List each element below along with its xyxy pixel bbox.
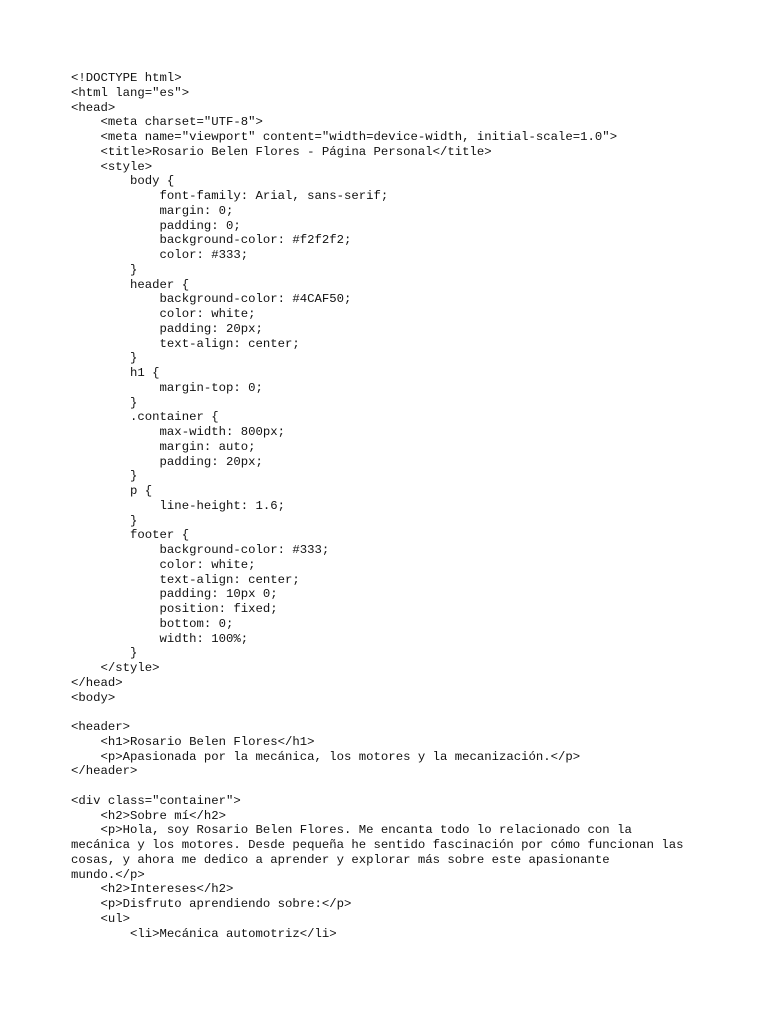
code-line: text-align: center; <box>71 336 300 351</box>
code-line: footer { <box>71 528 190 543</box>
code-line: color: white; <box>71 307 256 321</box>
code-line: } <box>71 395 138 410</box>
code-line: } <box>71 262 138 277</box>
code-line: padding: 20px; <box>71 321 263 336</box>
code-line: color: white; <box>71 557 256 572</box>
code-line <box>71 705 684 720</box>
code-line <box>71 941 684 956</box>
code-line: margin-top: 0; <box>71 380 263 395</box>
code-line: padding: 0; <box>71 218 241 233</box>
code-line: <p>Disfruto aprendiendo sobre:</p> <box>71 897 352 911</box>
code-line: <header> <box>71 720 131 734</box>
code-line: } <box>71 469 138 484</box>
code-line: <h1>Rosario Belen Flores</h1> <box>71 734 315 749</box>
code-line: background-color: #333; <box>71 543 330 557</box>
code-line: width: 100%; <box>71 631 249 646</box>
code-line: } <box>71 513 138 528</box>
code-line: </head> <box>71 675 123 690</box>
code-line <box>71 779 684 794</box>
code-line: margin: auto; <box>71 439 256 454</box>
code-line: mundo.</p> <box>71 867 145 882</box>
code-line: text-align: center; <box>71 572 300 587</box>
code-line: </style> <box>71 661 160 675</box>
code-line: background-color: #f2f2f2; <box>71 233 352 248</box>
code-line: margin: 0; <box>71 203 234 218</box>
code-line: position: fixed; <box>71 602 278 616</box>
code-line: padding: 10px 0; <box>71 587 278 602</box>
code-line: <!DOCTYPE html> <box>71 71 182 85</box>
code-line: <meta name="viewport" content="width=device-width, initial-scale=1.0"> <box>71 130 618 144</box>
code-line: <p>Apasionada por la mecánica, los motores y la mecanización.</p> <box>71 749 581 764</box>
code-line: body { <box>71 174 175 189</box>
code-line: font-family: Arial, sans-serif; <box>71 189 389 203</box>
code-line: line-height: 1.6; <box>71 498 286 513</box>
code-line: <h2>Intereses</h2> <box>71 882 234 897</box>
code-line: cosas, y ahora me dedico a aprender y explorar más sobre este apasionante <box>71 852 610 867</box>
code-line: header { <box>71 277 190 292</box>
code-line: <style> <box>71 159 153 174</box>
code-line: color: #333; <box>71 248 249 262</box>
code-line: max-width: 800px; <box>71 425 286 439</box>
code-line: <meta charset="UTF-8"> <box>71 115 263 130</box>
code-line: <html lang="es"> <box>71 85 190 100</box>
code-line: bottom: 0; <box>71 616 234 631</box>
code-line: <body> <box>71 690 116 705</box>
code-line: <p>Hola, soy Rosario Belen Flores. Me encanta todo lo relacionado con la <box>71 823 632 838</box>
code-line: <head> <box>71 100 116 115</box>
code-line: <title>Rosario Belen Flores - Página Personal</title> <box>71 144 492 159</box>
source-code-listing <box>71 71 684 956</box>
code-line: mecánica y los motores. Desde pequeña he sentido fascinación por cómo funcionan las <box>71 838 684 852</box>
code-line: background-color: #4CAF50; <box>71 292 352 307</box>
code-line: } <box>71 351 138 366</box>
code-line: h1 { <box>71 366 160 380</box>
code-line: <li>Mecánica automotriz</li> <box>71 926 337 941</box>
code-line: padding: 20px; <box>71 454 263 469</box>
code-line: <ul> <box>71 911 131 926</box>
code-line: <h2>Sobre mí</h2> <box>71 808 226 823</box>
code-line: .container { <box>71 410 219 425</box>
code-line: <div class="container"> <box>71 793 241 808</box>
code-line: p { <box>71 484 153 498</box>
code-line: } <box>71 646 138 661</box>
code-line: </header> <box>71 764 138 779</box>
